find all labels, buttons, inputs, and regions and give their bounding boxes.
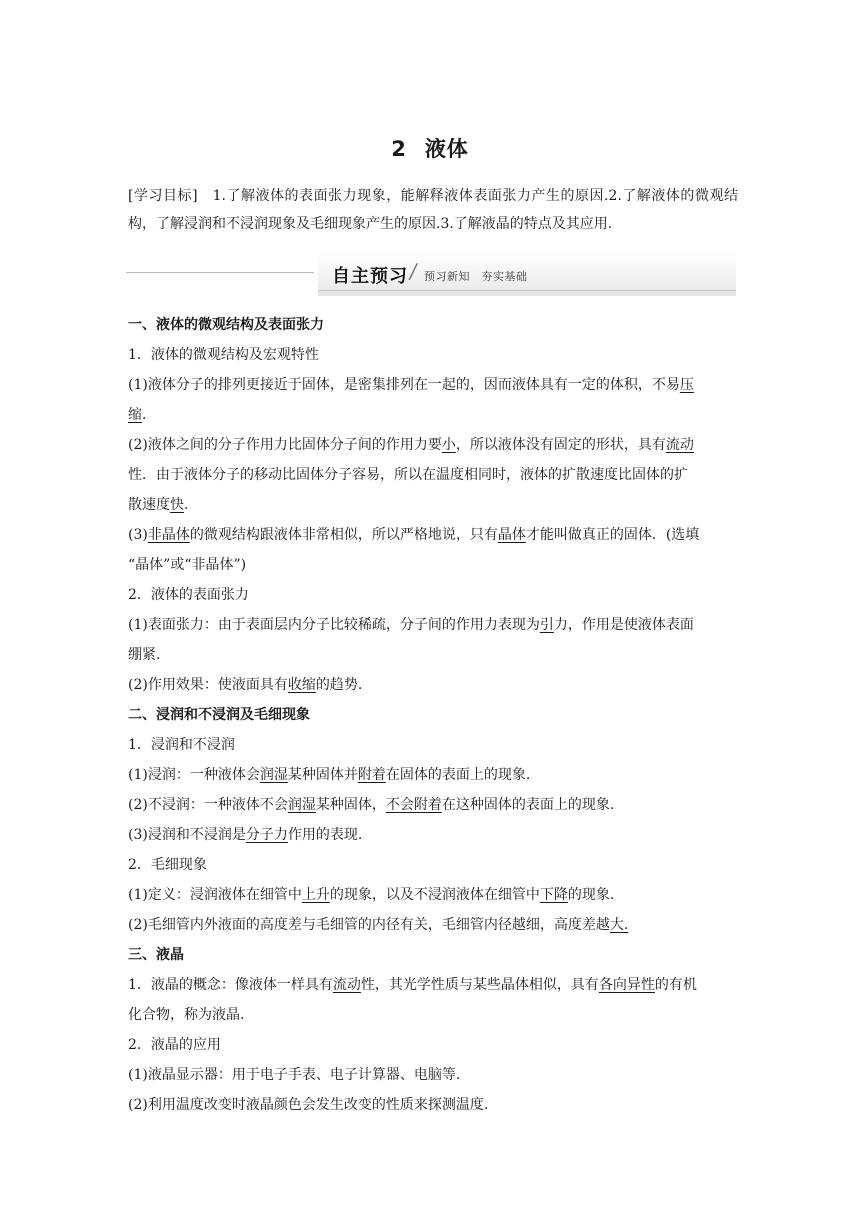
content-body [128, 310, 738, 1120]
text-line [128, 430, 738, 460]
answer-underlined: 引 [539, 617, 554, 633]
learning-objectives: [学习目标] 1.了解液体的表面张力现象，能解释液体表面张力产生的原因.2.了解液体的微观结构，了解浸润和不浸润现象及毛细现象产生的原因.3.了解液晶的特点及其应用. [128, 188, 738, 232]
text-line [128, 400, 738, 430]
text-segment: (1)定义：浸润液体在细管中 [128, 887, 302, 903]
text-line [128, 970, 738, 1000]
text-segment: (3)浸润和不浸润是 [128, 827, 246, 843]
lesson-title-text: 液体 [424, 137, 469, 161]
text-segment: 2．液晶的应用 [128, 1037, 221, 1053]
text-line [128, 910, 738, 940]
text-segment: 性．由于液体分子的移动比固体分子容易，所以在温度相同时，液体的扩散速度比固体的扩 [128, 467, 688, 483]
text-line [128, 1030, 738, 1060]
answer-underlined: 晶体 [497, 527, 526, 543]
text-segment: 的现象，以及不浸润液体在细管中 [329, 887, 540, 903]
lesson-number: 2 [391, 137, 407, 161]
text-segment: 作用的表现. [287, 827, 363, 843]
text-segment: 绷紧. [128, 647, 161, 663]
text-line [128, 580, 738, 610]
section-banner [126, 252, 736, 296]
text-segment: 2．液体的表面张力 [128, 587, 249, 603]
text-segment: ，所以液体没有固定的形状，具有 [455, 437, 666, 453]
text-line [128, 520, 738, 550]
text-line [128, 370, 738, 400]
text-segment: 2．毛细现象 [128, 857, 207, 873]
text-segment: 二、浸润和不浸润及毛细现象 [128, 707, 310, 723]
banner-baseline [318, 290, 736, 291]
text-line [128, 490, 738, 520]
answer-underlined: 下降 [539, 887, 568, 903]
text-segment: (2)利用温度改变时液晶颜色会发生改变的性质来探测温度. [128, 1097, 489, 1113]
text-segment: 1．液体的微观结构及宏观特性 [128, 347, 319, 363]
text-segment: 某种固体并 [287, 767, 358, 783]
text-line [128, 730, 738, 760]
answer-underlined: 流动 [665, 437, 694, 453]
answer-underlined: 小 [441, 437, 456, 453]
answer-underlined: 压 [679, 377, 694, 393]
answer-underlined: 流动 [332, 977, 361, 993]
text-line [128, 1090, 738, 1120]
text-segment: (2)不浸润：一种液体不会 [128, 797, 288, 813]
text-segment: (1)液体分子的排列更接近于固体，是密集排列在一起的，因而液体具有一定的体积，不易 [128, 377, 680, 393]
text-segment: 化合物，称为液晶. [128, 1007, 245, 1023]
text-line [128, 850, 738, 880]
banner-subtitle: 预习新知 夯实基础 [424, 270, 528, 283]
text-line [128, 820, 738, 850]
text-segment: (2)液体之间的分子作用力比固体分子间的作用力要 [128, 437, 442, 453]
text-line [128, 340, 738, 370]
text-segment: (2)毛细管内外液面的高度差与毛细管的内径有关，毛细管内径越细，高度差越 [128, 917, 610, 933]
banner-rule [126, 272, 314, 273]
text-line [128, 610, 738, 640]
text-segment: (1)浸润：一种液体会 [128, 767, 260, 783]
text-segment: 三、液晶 [128, 947, 184, 963]
text-segment: 在这种固体的表面上的现象. [441, 797, 615, 813]
answer-underlined: 缩 [128, 407, 142, 423]
section-heading [128, 940, 738, 970]
lesson-title [0, 133, 860, 163]
answer-underlined: 上升 [301, 887, 330, 903]
answer-underlined: 附着 [357, 767, 386, 783]
text-segment: 性，其光学性质与某些晶体相似，具有 [360, 977, 599, 993]
text-line [128, 670, 738, 700]
text-segment: . [184, 497, 189, 513]
answer-underlined: 润湿 [287, 797, 316, 813]
text-segment: . [142, 407, 147, 423]
text-segment: 一、液体的微观结构及表面张力 [128, 317, 324, 333]
answer-underlined: 快 [170, 497, 184, 513]
banner-slash: / [407, 259, 419, 283]
banner-title: 自主预习 [332, 266, 408, 287]
text-line [128, 760, 738, 790]
text-line [128, 790, 738, 820]
section-heading [128, 310, 738, 340]
text-line [128, 640, 738, 670]
text-segment: 的有机 [654, 977, 697, 993]
section-heading [128, 700, 738, 730]
text-line [128, 880, 738, 910]
text-segment: 力，作用是使液体表面 [553, 617, 694, 633]
text-segment: (2)作用效果：使液面具有 [128, 677, 288, 693]
text-segment: 1．浸润和不浸润 [128, 737, 235, 753]
text-line [128, 1060, 738, 1090]
answer-underlined: 不会附着 [385, 797, 442, 813]
answer-underlined: 大. [609, 917, 629, 933]
text-segment: “晶体”或“非晶体”) [128, 557, 247, 573]
text-segment: 才能叫做真正的固体．(选填 [525, 527, 700, 543]
text-segment: 某种固体， [315, 797, 386, 813]
text-segment: (3) [128, 527, 148, 543]
answer-underlined: 收缩 [287, 677, 316, 693]
text-segment: (1)表面张力：由于表面层内分子比较稀疏，分子间的作用力表现为 [128, 617, 540, 633]
text-line [128, 460, 738, 490]
text-segment: 的微观结构跟液体非常相似，所以严格地说，只有 [189, 527, 498, 543]
text-segment: 在固体的表面上的现象. [385, 767, 531, 783]
text-segment: 的趋势. [315, 677, 363, 693]
text-segment: (1)液晶显示器：用于电子手表、电子计算器、电脑等. [128, 1067, 461, 1083]
text-segment: 1．液晶的概念：像液体一样具有 [128, 977, 333, 993]
text-line [128, 1000, 738, 1030]
text-segment: 的现象. [567, 887, 615, 903]
answer-underlined: 非晶体 [147, 527, 190, 543]
answer-underlined: 润湿 [259, 767, 288, 783]
text-line [128, 550, 738, 580]
answer-underlined: 各向异性 [598, 977, 655, 993]
answer-underlined: 分子力 [245, 827, 288, 843]
text-segment: 散速度 [128, 497, 170, 513]
